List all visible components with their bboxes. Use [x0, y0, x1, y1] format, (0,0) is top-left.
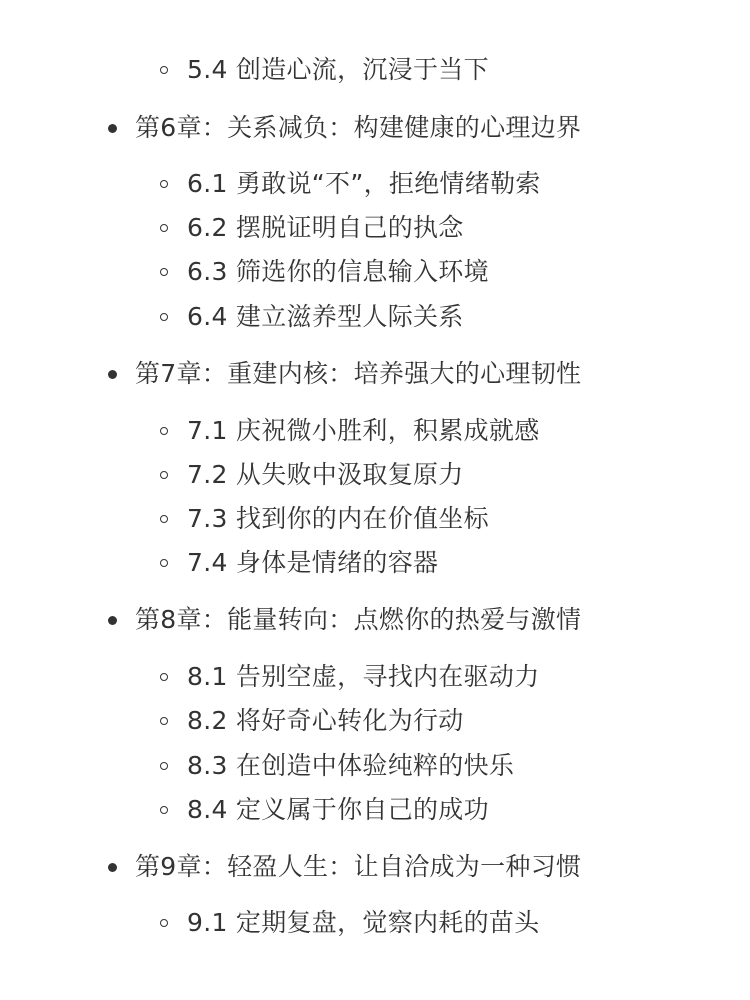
- toc-section-item: [160, 543, 438, 583]
- circle-bullet-icon: [160, 762, 168, 770]
- toc-chapter-label: 第9章：轻盈人生：让自洽成为一种习惯: [135, 852, 582, 881]
- toc-chapter-item: [108, 108, 581, 148]
- disc-bullet-icon: [108, 370, 117, 379]
- toc-section-item: [160, 701, 464, 741]
- toc-section-item: [160, 411, 540, 451]
- toc-section-label: 7.1 庆祝微小胜利，积累成就感: [187, 416, 540, 445]
- circle-bullet-icon: [160, 471, 168, 479]
- toc-section-item: [160, 50, 489, 90]
- toc-section-label: 6.1 勇敢说“不”，拒绝情绪勒索: [187, 169, 541, 198]
- toc-section-label: 7.3 找到你的内在价值坐标: [187, 504, 489, 533]
- circle-bullet-icon: [160, 515, 168, 523]
- toc-section-item: [160, 657, 540, 697]
- toc-section-item: [160, 297, 464, 337]
- toc-section-item: [160, 903, 540, 943]
- circle-bullet-icon: [160, 427, 168, 435]
- circle-bullet-icon: [160, 313, 168, 321]
- toc-section-item: [160, 164, 541, 204]
- circle-bullet-icon: [160, 806, 168, 814]
- toc-section-item: [160, 790, 489, 830]
- toc-section-label: 8.4 定义属于你自己的成功: [187, 795, 489, 824]
- toc-chapter-label: 第8章：能量转向：点燃你的热爱与激情: [135, 605, 582, 634]
- circle-bullet-icon: [160, 919, 168, 927]
- toc-section-label: 5.4 创造心流，沉浸于当下: [187, 55, 489, 84]
- toc-section-item: [160, 455, 464, 495]
- disc-bullet-icon: [108, 124, 117, 133]
- circle-bullet-icon: [160, 673, 168, 681]
- disc-bullet-icon: [108, 616, 117, 625]
- circle-bullet-icon: [160, 268, 168, 276]
- toc-section-label: 8.3 在创造中体验纯粹的快乐: [187, 751, 515, 780]
- toc-chapter-item: [108, 354, 581, 394]
- toc-chapter-label: 第7章：重建内核：培养强大的心理韧性: [135, 359, 582, 388]
- circle-bullet-icon: [160, 180, 168, 188]
- toc-section-item: [160, 208, 464, 248]
- toc-section-label: 7.4 身体是情绪的容器: [187, 548, 439, 577]
- toc-section-label: 8.1 告别空虚，寻找内在驱动力: [187, 662, 540, 691]
- toc-section-label: 8.2 将好奇心转化为行动: [187, 706, 464, 735]
- toc-chapter-label: 第6章：关系减负：构建健康的心理边界: [135, 113, 582, 142]
- circle-bullet-icon: [160, 559, 168, 567]
- toc-section-label: 7.2 从失败中汲取复原力: [187, 460, 464, 489]
- toc-section-label: 6.3 筛选你的信息输入环境: [187, 257, 489, 286]
- toc-section-label: 9.1 定期复盘，觉察内耗的苗头: [187, 908, 540, 937]
- toc-section-item: [160, 499, 489, 539]
- disc-bullet-icon: [108, 863, 117, 872]
- toc-section-label: 6.2 摆脱证明自己的执念: [187, 213, 464, 242]
- circle-bullet-icon: [160, 224, 168, 232]
- toc-section-item: [160, 746, 514, 786]
- toc-section-label: 6.4 建立滋养型人际关系: [187, 302, 464, 331]
- toc-chapter-item: [108, 847, 581, 887]
- toc-section-item: [160, 252, 489, 292]
- circle-bullet-icon: [160, 717, 168, 725]
- toc-chapter-item: [108, 600, 581, 640]
- circle-bullet-icon: [160, 66, 168, 74]
